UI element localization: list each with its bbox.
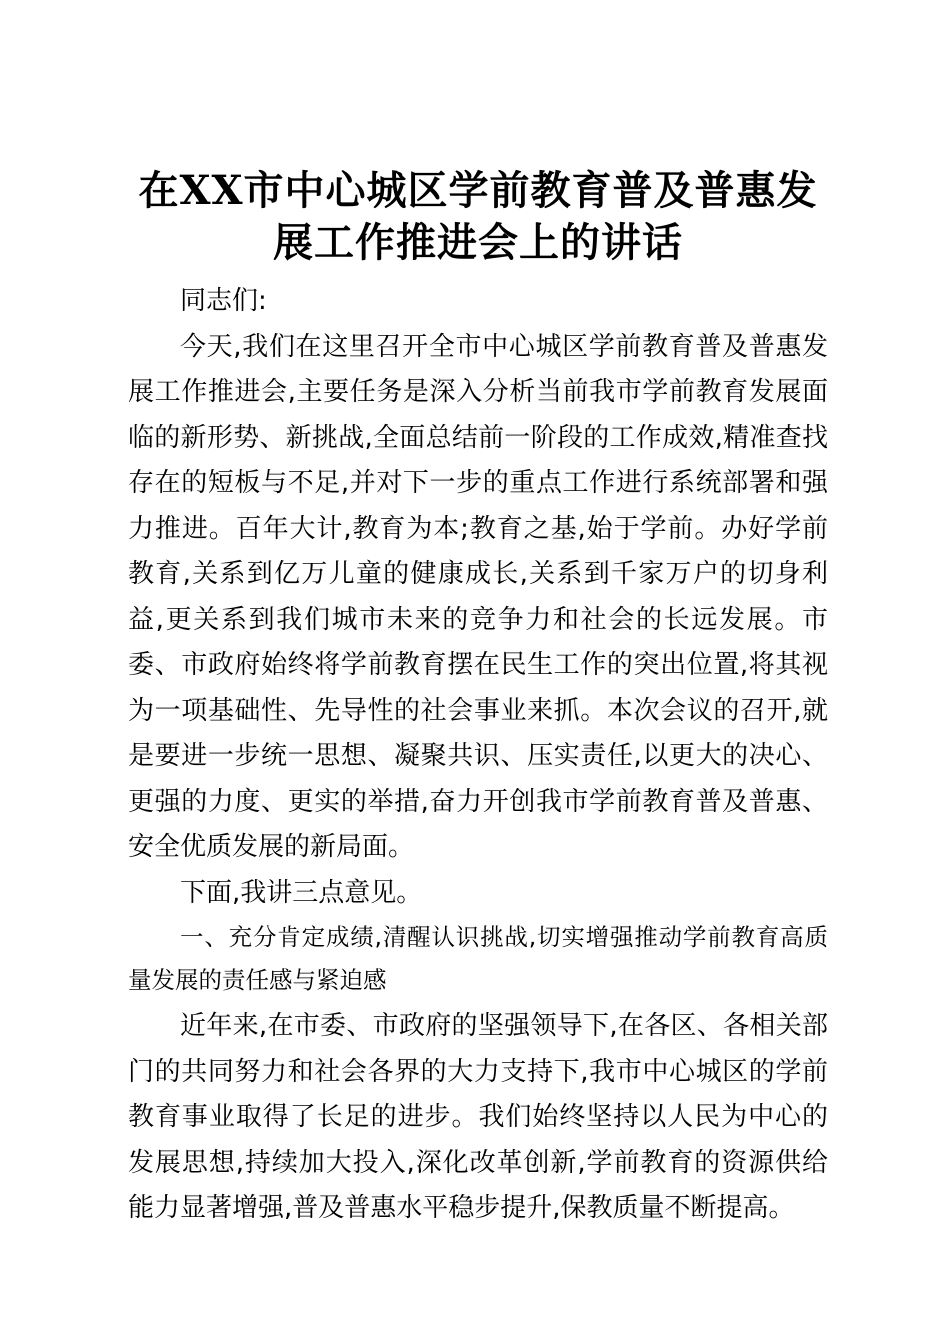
paragraph-opening: 今天,我们在这里召开全市中心城区学前教育普及普惠发展工作推进会,主要任务是深入分析当前我市学前教育发展面临的新形势、新挑战,全面总结前一阶段的工作成效,精准查找存在的短板与不足,并对下一步的重点工作进行系统部署和强力推进。百年大计,教育为本;教育之基,始于学前。办好学前教育,关系到亿万儿童的健康成长,关系到千家万户的切身利益,更关系到我们城市未来的竞争力和社会的长远发展。市委、市政府始终将学前教育摆在民生工作的突出位置,将其视为一项基础性、先导性的社会事业来抓。本次会议的召开,就是要进一步统一思想、凝聚共识、压实责任,以更大的决心、更强的力度、更实的举措,奋力开创我市学前教育普及普惠、安全优质发展的新局面。 xyxy=(128,331,828,862)
paragraph-achievements: 近年来,在市委、市政府的坚强领导下,在各区、各相关部门的共同努力和社会各界的大力支持下,我市中心城区的学前教育事业取得了长足的进步。我们始终坚持以人民为中心的发展思想,持续加大投入,深化改革创新,学前教育的资源供给能力显著增强,普及普惠水平稳步提升,保教质量不断提高。 xyxy=(128,1011,828,1223)
section-heading-1: 一、充分肯定成绩,清醒认识挑战,切实增强推动学前教育高质量发展的责任感与紧迫感 xyxy=(128,923,828,994)
title-line-2: 展工作推进会上的讲话 xyxy=(273,219,683,266)
title-line-1: 在XX市中心城区学前教育普及普惠发 xyxy=(138,167,818,214)
paragraph-outline: 下面,我讲三点意见。 xyxy=(180,877,423,908)
salutation: 同志们: xyxy=(180,286,267,316)
document-page xyxy=(128,165,828,1232)
document-title xyxy=(128,165,828,269)
